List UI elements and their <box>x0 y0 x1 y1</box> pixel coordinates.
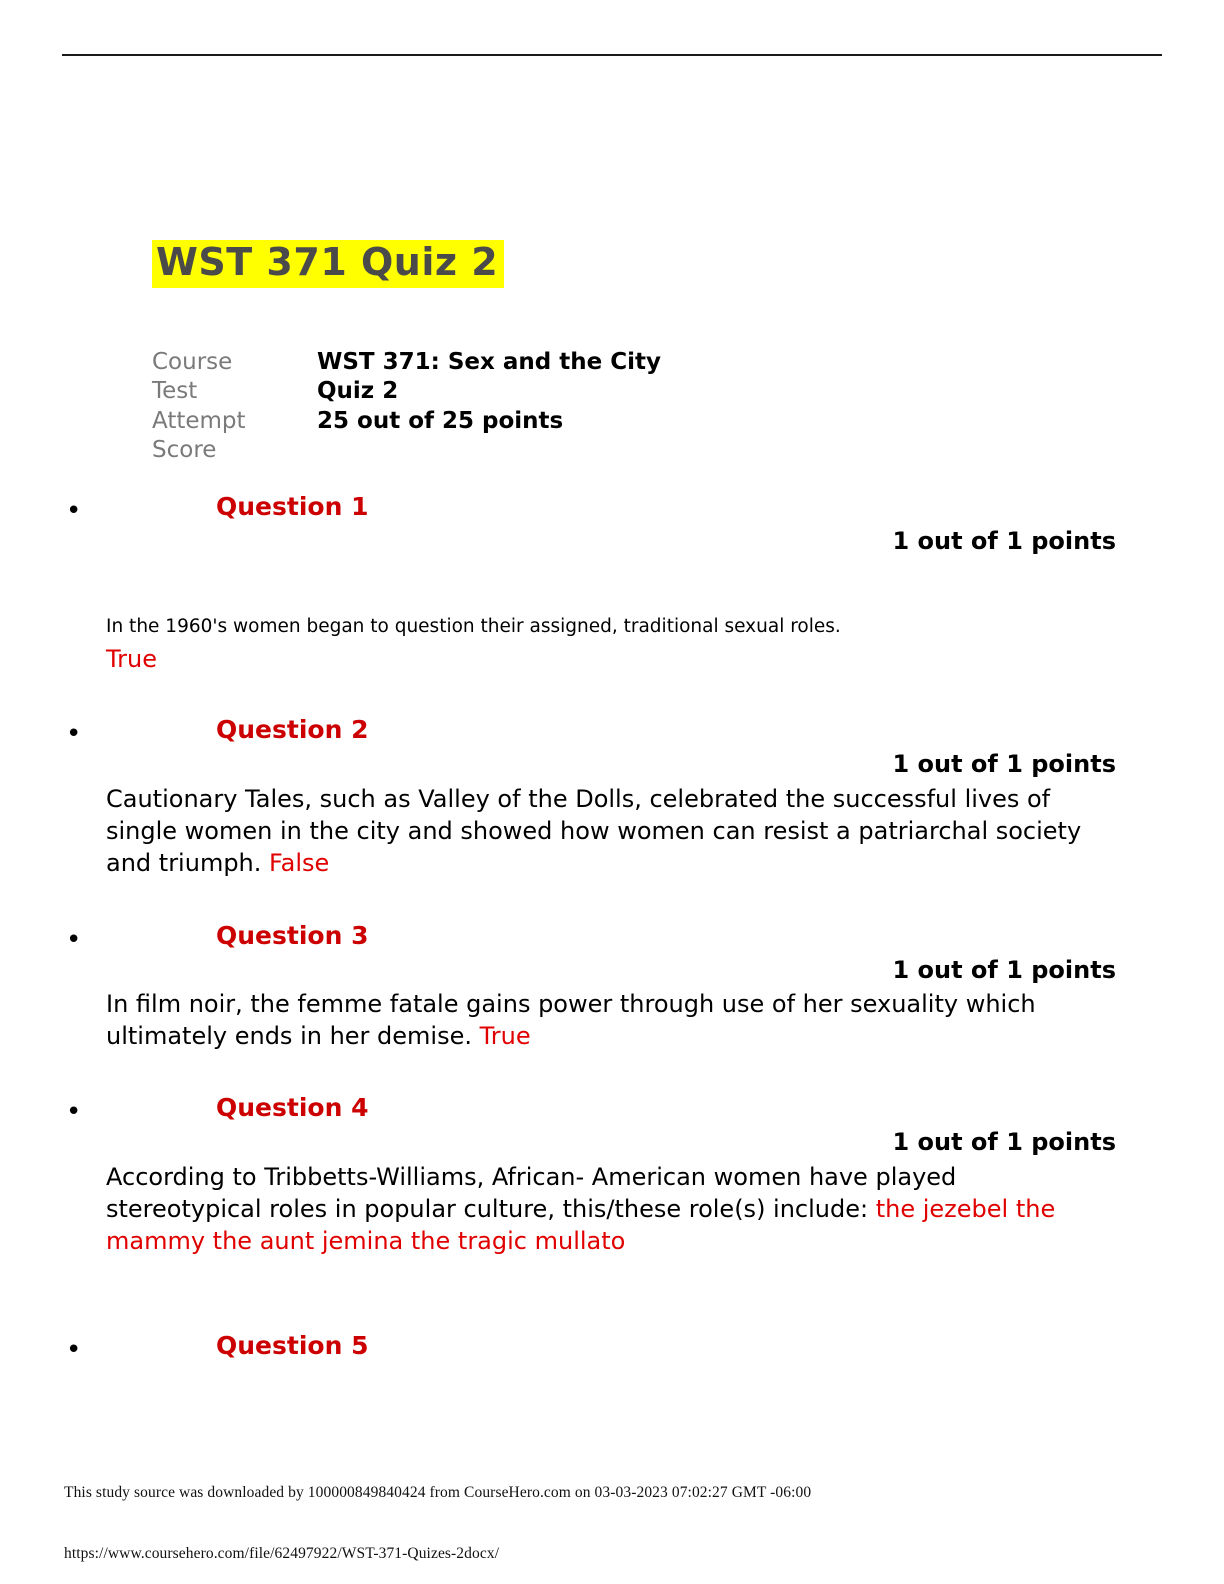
question-points: 1 out of 1 points <box>892 527 1116 555</box>
quiz-metadata <box>152 348 1052 466</box>
list-bullet: • <box>66 496 82 526</box>
metadata-row-test <box>152 377 1052 406</box>
metadata-label-attempt-line1: Attempt <box>152 407 246 434</box>
question-text-block <box>106 989 1116 1053</box>
header-divider <box>62 54 1162 56</box>
source-url[interactable]: https://www.coursehero.com/file/62497922/WST-371-Quizes-2docx/ <box>64 1545 500 1562</box>
question-text: According to Tribbetts-Williams, African- American women have played stereotypical roles in popular culture, this/these role(s) include: <box>106 1163 957 1223</box>
list-bullet: • <box>66 925 82 955</box>
metadata-value-attempt-score: 25 out of 25 points <box>317 407 564 434</box>
question-text: In the 1960's women began to question their assigned, traditional sexual roles. <box>106 616 841 637</box>
question-heading: Question 2 <box>216 715 369 744</box>
question-answer: True <box>106 645 157 673</box>
metadata-value-test: Quiz 2 <box>317 378 399 405</box>
metadata-value-course: WST 371: Sex and the City <box>317 349 661 375</box>
question-text-block <box>106 1162 1116 1258</box>
question-answer: False <box>269 848 330 877</box>
list-bullet: • <box>66 719 82 749</box>
metadata-row-course <box>152 348 1052 377</box>
question-answer: the jezebel the mammy the aunt jemina the tragic mullato <box>106 1194 1056 1255</box>
page-title: WST 371 Quiz 2 <box>152 240 504 288</box>
question-heading: Question 3 <box>216 921 369 950</box>
metadata-row-attempt-score <box>152 407 1052 466</box>
question-heading: Question 5 <box>216 1331 369 1360</box>
question-text-block <box>106 784 1116 880</box>
question-heading: Question 1 <box>216 492 369 521</box>
metadata-label-course: Course <box>152 349 233 375</box>
question-text: In film noir, the femme fatale gains power through use of her sexuality which ultimately ends in her demise. <box>106 990 1036 1050</box>
metadata-label-attempt-line2: Score <box>152 437 217 464</box>
question-points: 1 out of 1 points <box>892 956 1116 984</box>
question-points: 1 out of 1 points <box>892 750 1116 778</box>
metadata-label-attempt-score <box>152 407 317 466</box>
question-text: Cautionary Tales, such as Valley of the Dolls, celebrated the successful lives of single women in the city and showed how women can resist a patriarchal society and triumph. <box>106 785 1082 877</box>
question-heading: Question 4 <box>216 1093 369 1122</box>
question-answer: True <box>479 1021 531 1050</box>
download-notice: This study source was downloaded by 100000849840424 from CourseHero.com on 03-03-2023 07:02:27 GMT -06:00 <box>64 1484 812 1501</box>
metadata-label-test: Test <box>152 378 198 405</box>
list-bullet: • <box>66 1097 82 1127</box>
list-bullet: • <box>66 1335 82 1365</box>
question-points: 1 out of 1 points <box>892 1128 1116 1156</box>
